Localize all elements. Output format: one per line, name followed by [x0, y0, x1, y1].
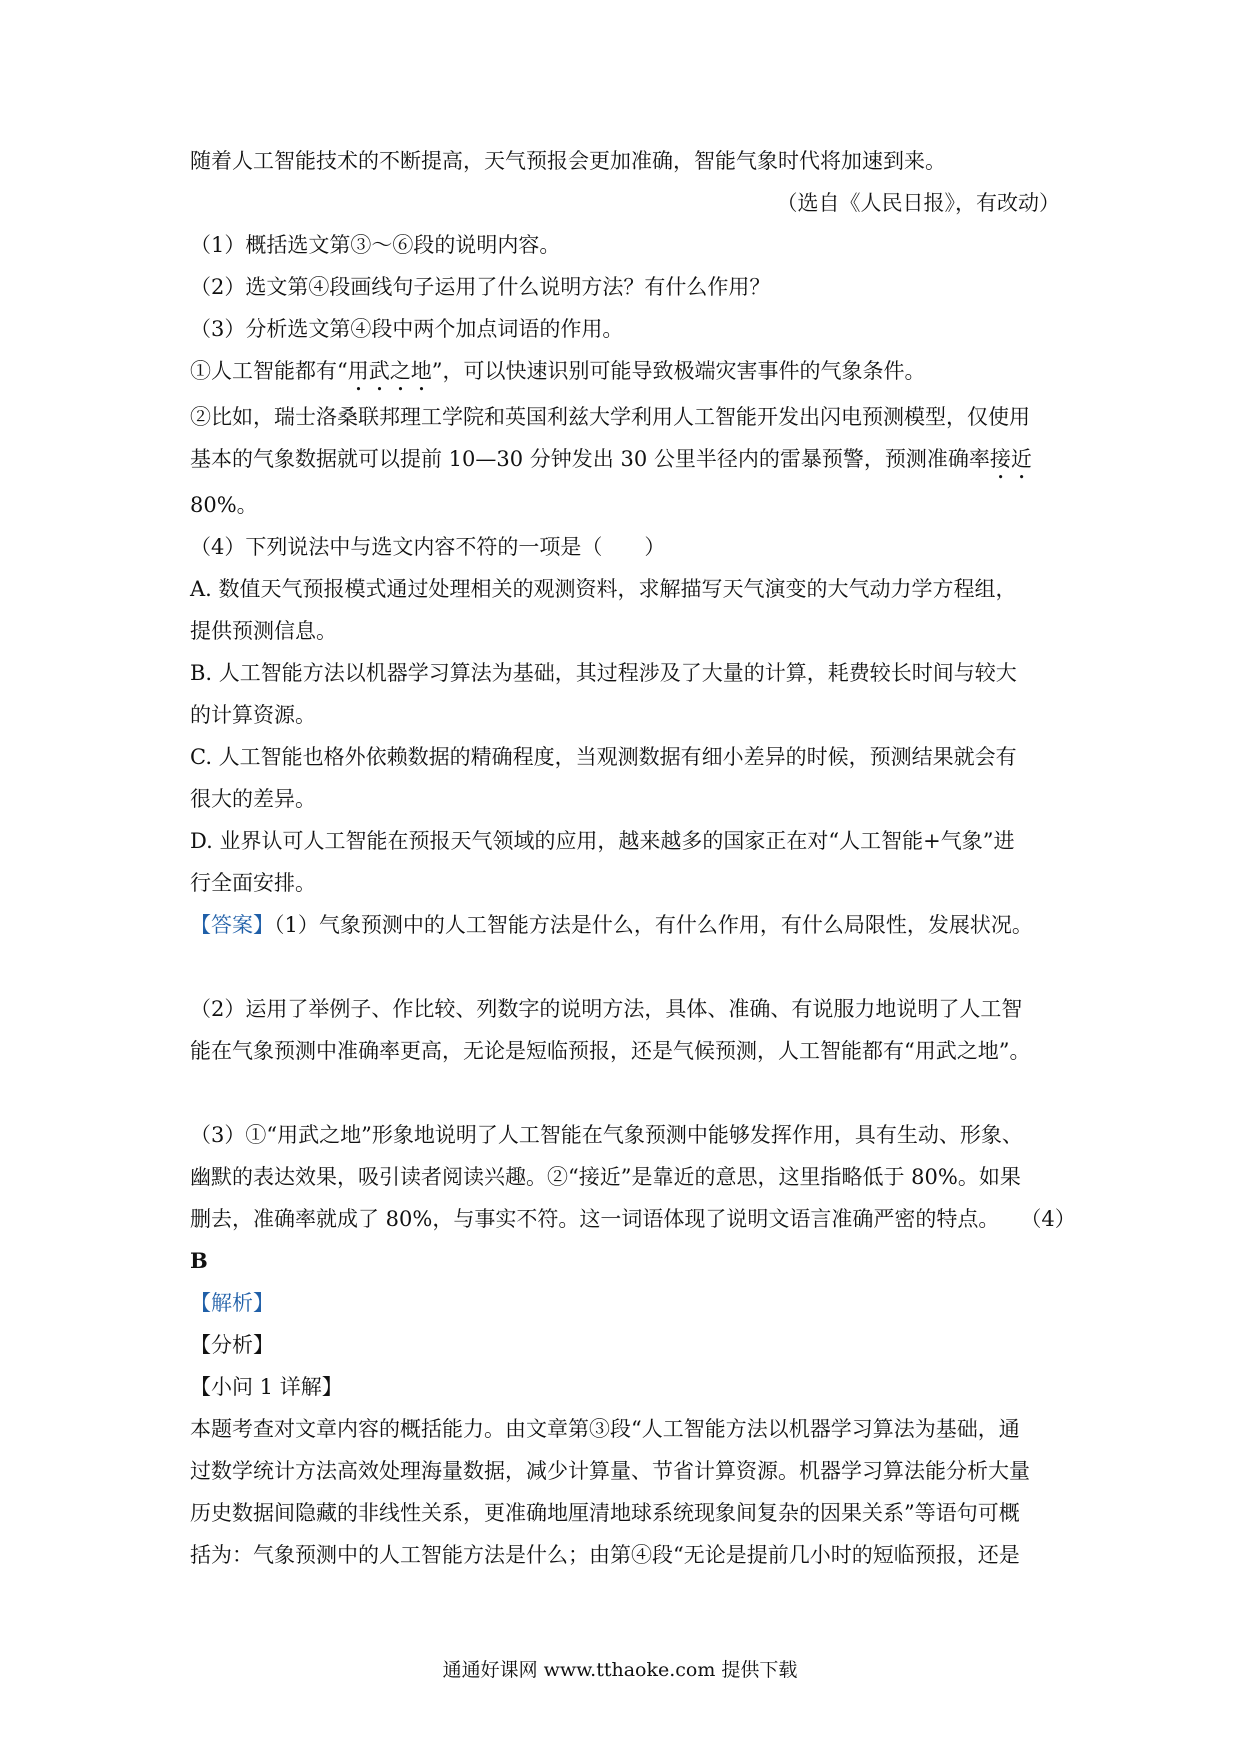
dotted-word-jiejin: 接近: [989, 447, 1032, 471]
answer-4: B: [190, 1248, 208, 1273]
question-3-item-1: [190, 350, 1060, 396]
answer-1: （1）气象预测中的人工智能方法是什么，有什么作用，有什么局限性，发展状况。: [274, 913, 1033, 937]
answer-2-line-2: 能在气象预测中准确率更高，无论是短临预报，还是气候预测，人工智能都有“用武之地”。: [190, 1039, 1031, 1063]
option-d-line-1: D. 业界认可人工智能在预报天气领域的应用，越来越多的国家正在对“人工智能+气象”进: [190, 829, 1015, 853]
analysis-para-line-4: 括为：气象预测中的人工智能方法是什么；由第④段“无论是提前几小时的短临预报，还是: [190, 1543, 1020, 1567]
question-3-item-2-line-3: 80%。: [190, 493, 258, 517]
question-4: （4）下列说法中与选文内容不符的一项是（ ）: [190, 535, 666, 559]
sub-question-1-heading: 【小问 1 详解】: [190, 1375, 343, 1399]
intro-line: 随着人工智能技术的不断提高，天气预报会更加准确，智能气象时代将加速到来。: [190, 149, 946, 173]
question-3: （3）分析选文第④段中两个加点词语的作用。: [190, 317, 624, 341]
spacer: [190, 1072, 1060, 1114]
analysis-para-line-2: 过数学统计方法高效处理海量数据，减少计算量、节省计算资源。机器学习算法能分析大量: [190, 1459, 1030, 1483]
spacer: [190, 946, 1060, 988]
document-body: [190, 140, 1076, 1576]
analysis-para-line-3: 历史数据间隐藏的非线性关系，更准确地厘清地球系统现象间复杂的因果关系”等语句可概: [190, 1501, 1020, 1525]
option-a-line-2: 提供预测信息。: [190, 619, 337, 643]
question-3-item-2-line-1: ②比如，瑞士洛桑联邦理工学院和英国利兹大学利用人工智能开发出闪电预测模型，仅使用: [190, 405, 1030, 429]
q3-item1-pre: ①人工智能都有“: [190, 359, 348, 383]
answer-3-line-2: 幽默的表达效果，吸引读者阅读兴趣。②“接近”是靠近的意思，这里指略低于 80%。如果: [190, 1165, 1021, 1189]
answer-3-line-1: （3）①“用武之地”形象地说明了人工智能在气象预测中能够发挥作用，具有生动、形象、: [190, 1123, 1023, 1147]
q3-item1-post: ”，可以快速识别可能导致极端灾害事件的气象条件。: [431, 359, 926, 383]
answer-line-1: [190, 904, 1060, 946]
footer-watermark: 通通好课网 www.tthaoke.com 提供下载: [442, 1659, 798, 1681]
source-citation: （选自《人民日报》，有改动）: [776, 191, 1060, 215]
question-3-item-2-line-2: [190, 438, 1060, 484]
answer-tag: 【答案】: [190, 913, 274, 937]
answer-3-line-3: 删去，准确率就成了 80%，与事实不符。这一词语体现了说明文语言准确严密的特点。 （4）: [190, 1207, 1076, 1231]
analysis-tag: 【解析】: [190, 1291, 274, 1315]
option-c-line-1: C. 人工智能也格外依赖数据的精确程度，当观测数据有细小差异的时候，预测结果就会有: [190, 745, 1017, 769]
answer-2-line-1: （2）运用了举例子、作比较、列数字的说明方法，具体、准确、有说服力地说明了人工智: [190, 997, 1023, 1021]
analysis-para-line-1: 本题考查对文章内容的概括能力。由文章第③段“人工智能方法以机器学习算法为基础，通: [190, 1417, 1020, 1441]
option-c-line-2: 很大的差异。: [190, 787, 316, 811]
option-b-line-1: B. 人工智能方法以机器学习算法为基础，其过程涉及了大量的计算，耗费较长时间与较大: [190, 661, 1017, 685]
option-d-line-2: 行全面安排。: [190, 871, 316, 895]
question-1: （1）概括选文第③～⑥段的说明内容。: [190, 233, 561, 257]
option-b-line-2: 的计算资源。: [190, 703, 316, 727]
q3-item2-pre: 基本的气象数据就可以提前 10—30 分钟发出 30 公里半径内的雷暴预警，预测准确率: [190, 447, 990, 471]
analysis-heading: 【分析】: [190, 1333, 274, 1357]
question-2: （2）选文第④段画线句子运用了什么说明方法？有什么作用？: [190, 275, 771, 299]
dotted-word-yongwuzhidi: 用武之地: [347, 359, 432, 383]
option-a-line-1: A. 数值天气预报模式通过处理相关的观测资料，求解描写天气演变的大气动力学方程组，: [190, 577, 1017, 601]
